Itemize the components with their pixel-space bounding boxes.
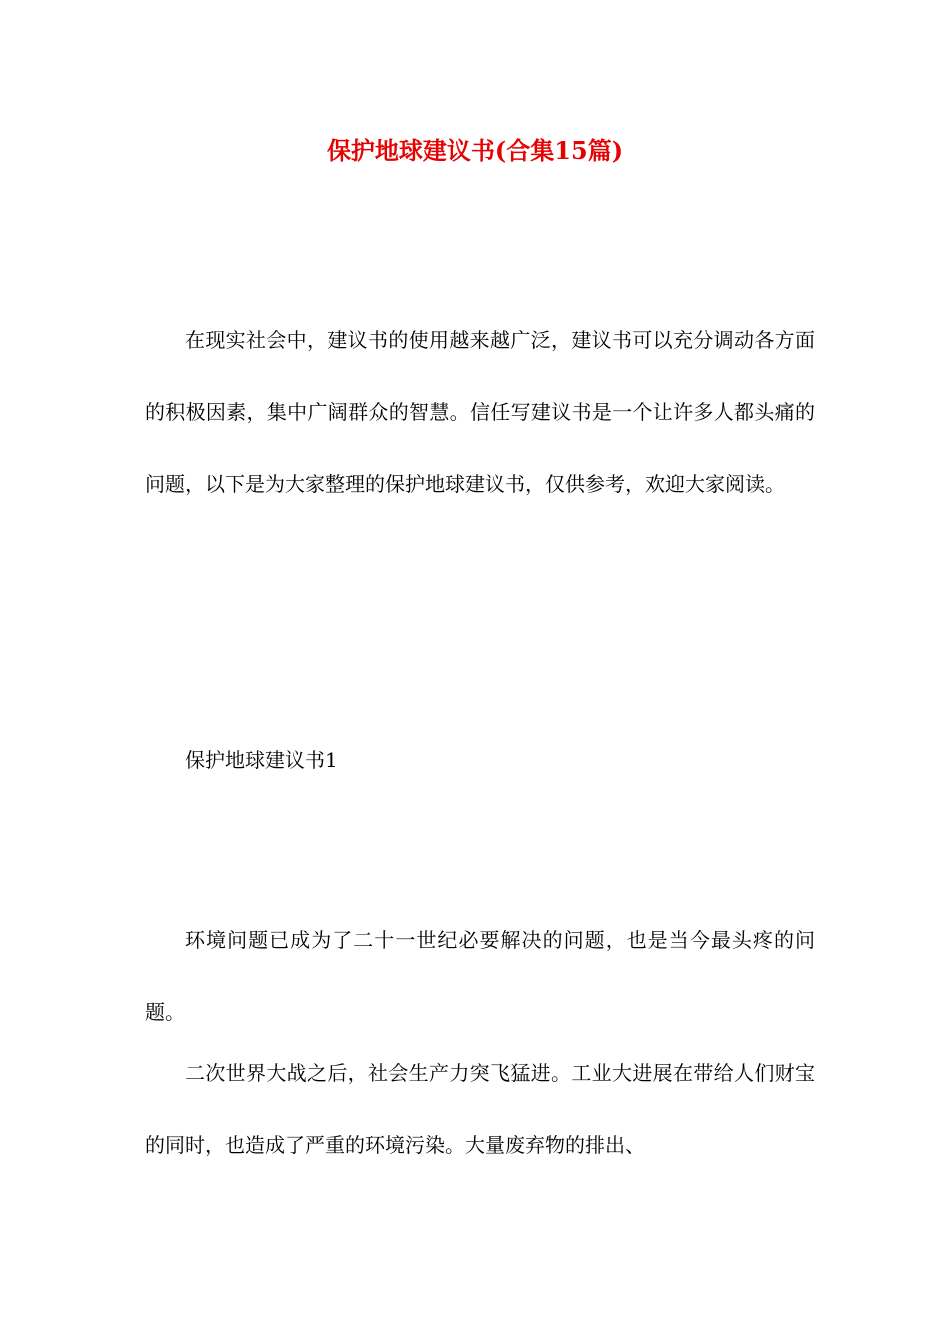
- intro-paragraph: 在现实社会中，建议书的使用越来越广泛，建议书可以充分调动各方面的积极因素，集中广阔群众的智慧。信任写建议书是一个让许多人都头痛的问题，以下是为大家整理的保护地球建议书，仅供参考，欢迎大家阅读。: [145, 328, 815, 496]
- body-paragraph: 环境问题已成为了二十一世纪必要解决的问题，也是当今最头疼的问题。: [145, 928, 815, 1024]
- body-paragraph: 二次世界大战之后，社会生产力突飞猛进。工业大进展在带给人们财宝的同时，也造成了严重的环境污染。大量废弃物的排出、: [145, 1061, 815, 1157]
- document-title: 保护地球建议书(合集15篇): [326, 136, 624, 165]
- section-heading: 保护地球建议书1: [185, 748, 338, 772]
